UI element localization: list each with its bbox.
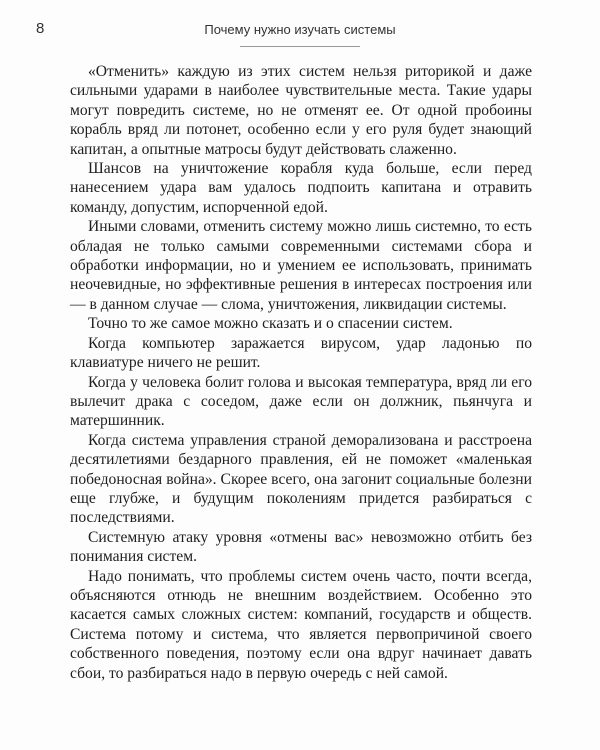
- paragraph: Шансов на уничтожение корабля куда больше, если перед нанесением удара вам удалось подпоить капитана и отравить команду, допустим, испорченной едой.: [70, 160, 532, 216]
- header-divider: [240, 46, 360, 47]
- running-head: Почему нужно изучать системы: [204, 22, 396, 37]
- paragraph: Когда компьютер заражается вирусом, удар ладонью по клавиатуре ничего не решит.: [70, 334, 532, 372]
- paragraph: Надо понимать, что проблемы систем очень часто, почти всегда, объясняются отнюдь не внешним воздействием. Особенно это касается самых сложных систем: компаний, государств и обществ. Система потому и система, что является первопричиной своего собственного поведения, поэтому если она вдруг начинает давать сбои, то разбираться надо в первую очередь с ней самой.: [70, 567, 532, 682]
- paragraph: Системную атаку уровня «отмены вас» невозможно отбить без понимания систем.: [70, 528, 532, 566]
- paragraph: Когда система управления страной деморализована и расстроена десятилетиями бездарного правления, ей не поможет «маленькая победоносная война». Скорее всего, она загонит социальные болезни еще глубже, и будущим поколениям придется разбираться с последствиями.: [70, 431, 532, 527]
- paragraph: Иными словами, отменить систему можно лишь системно, то есть обладая не только самыми современными системами сбора и обработки информации, но и умением ее использовать, принимать неочевидные, но эффективные решения в интересах построения или — в данном случае — слома, уничтожения, ликвидации системы.: [70, 218, 532, 313]
- page-number: 8: [36, 20, 45, 37]
- body-text: [70, 62, 532, 683]
- paragraph: Точно то же самое можно сказать и о спасении систем.: [88, 315, 453, 333]
- paragraph: Когда у человека болит голова и высокая температура, вряд ли его вылечит драка с соседом, даже если он должник, пьянчуга и матершинник.: [70, 373, 532, 430]
- paragraph: «Отменить» каждую из этих систем нельзя риторикой и даже сильными ударами в наиболее чувствительные места. Такие удары могут повредить системе, но не отменят ее. От одной пробоины корабль вряд ли потонет, особенно если у его руля будет знающий капитан, а опытные матросы будут действовать слаженно.: [70, 63, 532, 158]
